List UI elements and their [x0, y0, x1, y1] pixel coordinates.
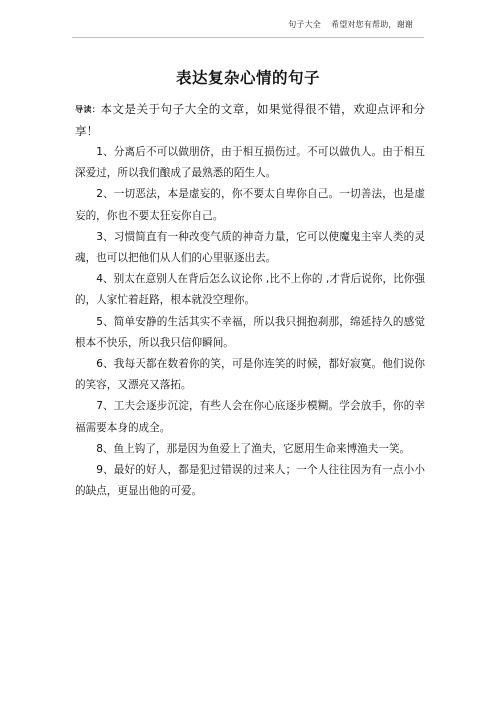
sentence-paragraph-8: 8、鱼上钩了，那是因为鱼爱上了渔夫，它愿用生命来博渔夫一笑。	[96, 442, 411, 455]
sentence-paragraph-6: 6、我每天都在数着你的笑，可是你连笑的时候，都好寂寞。他们说你的笑容，又漂亮又落拓。	[75, 358, 425, 392]
page-header	[288, 19, 413, 30]
intro-text: 本文是关于句子大全的文章，如果觉得很不错，欢迎点评和分享！	[75, 102, 425, 138]
sentence-paragraph-7: 7、工夫会逐步沉淀，有些人会在你心底逐步模糊。学会放手，你的幸福需要本身的成全。	[75, 400, 425, 434]
sentence-paragraph-3: 3、习惯简直有一种改变气质的神奇力量，它可以使魔鬼主宰人类的灵魂，也可以把他们从人们的心里驱逐出去。	[75, 230, 425, 265]
intro-label: 导读：	[75, 105, 101, 114]
sentence-paragraph-4: 4、别太在意别人在背后怎么议论你 ,比不上你的 ,才背后说你，比你强的，人家忙着赶路，根本就没空理你。	[75, 273, 425, 307]
header-divider	[72, 37, 424, 38]
document-title: 表达复杂心情的句子	[175, 69, 320, 87]
sentence-paragraph-1: 1、分离后不可以做朋侪，由于相互损伤过。不可以做仇人。由于相互深爱过，所以我们酿成了最熟悉的陌生人。	[75, 146, 425, 180]
intro-paragraph	[75, 99, 425, 142]
header-note: 希望对您有帮助，谢谢	[331, 20, 413, 29]
document-body	[75, 99, 425, 502]
header-site-name: 句子大全	[288, 20, 321, 29]
sentence-paragraph-2: 2、一切恶法，本是虚妄的，你不要太自卑你自己。一切善法，也是虚妄的，你也不要太狂妄你自己。	[75, 188, 425, 222]
sentence-paragraph-9: 9、最好的好人，都是犯过错误的过来人；一个人往往因为有一点小小的缺点，更显出他的可爱。	[75, 464, 425, 498]
sentence-paragraph-5: 5、简单安静的生活其实不幸福，所以我只拥抱刹那，绵延持久的感觉根本不快乐，所以我只信仰瞬间。	[75, 315, 425, 349]
